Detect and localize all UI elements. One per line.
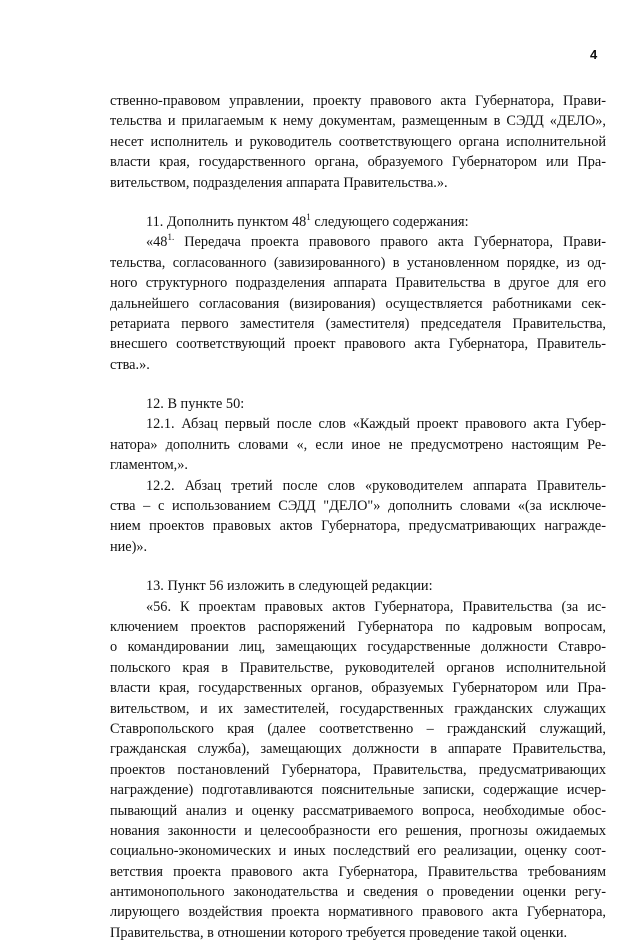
heading-rest: следующего содержания:: [310, 213, 469, 230]
text-line: гражданская служба), замещающих должности в аппарате Правительства,: [110, 741, 606, 758]
item-12: [110, 394, 606, 557]
paragraph-continuation: [110, 91, 606, 193]
text-line: о командировании лиц, замещающих государственные должности Ставро-: [110, 639, 606, 656]
text-line: дальнейшего согласования (визирования) осуществляется работниками сек-: [110, 295, 606, 312]
text-line: ного структурного подразделения аппарата Правительства в другое для его: [110, 275, 606, 292]
item-13: [110, 576, 606, 943]
text-line: тельства, согласованного (завизированного) в установленном порядке, из од-: [110, 254, 606, 271]
text-line: власти края, государственного органа, образуемого Губернатором или Пра-: [110, 154, 606, 171]
item-12-heading: 12. В пункте 50:: [146, 396, 245, 413]
text-line: награждение) подготавливаются пояснительные записки, содержащие исчер-: [110, 782, 606, 799]
text-line: внесшего соответствующий проект правового акта Губернатора, Правитель-: [110, 336, 606, 353]
text-line: ретариата первого заместителя (заместителя) председателя Правительства,: [110, 315, 606, 332]
quoted-paragraph-start: [110, 232, 606, 252]
text-line: ственно-правовом управлении, проекту правового акта Губернатора, Прави-: [110, 93, 606, 109]
text-line: ства.».: [110, 356, 150, 373]
document-body: [110, 91, 606, 943]
text-line: Ставропольского края (далее соответственно – гражданский служащий,: [110, 720, 606, 737]
text-line: 12.1. Абзац первый после слов «Каждый проект правового акта Губер-: [146, 416, 606, 433]
text-line: ветствия проекта правового акта Губернатора, Правительства требованиям: [110, 863, 606, 880]
quote-text: Передача проекта правового правого акта Губернатора, Прави-: [174, 234, 606, 251]
text-line: гламентом,».: [110, 457, 188, 474]
text-line: антимонопольного законодательства и сведения о проведении оценки регу-: [110, 884, 606, 901]
text-line: лирующего воздействия проекта нормативного правового акта Губернатора,: [110, 904, 606, 921]
text-line: социально-экономических и иных последствий его реализации, оценку соот-: [110, 843, 606, 860]
quote-number: «48: [146, 234, 168, 251]
text-line: нования законности и целесообразности его решения, прогнозы ожидаемых: [110, 822, 606, 839]
text-line: вительством, и их заместителей, государственных гражданских служащих: [110, 700, 606, 717]
text-line: ние)».: [110, 538, 148, 555]
text-line: вительством, подразделения аппарата Правительства.».: [110, 174, 448, 191]
item-11: [110, 212, 606, 375]
text-line: ключением проектов распоряжений Губернатора по кадровым вопросам,: [110, 618, 606, 635]
text-line: польского края в Правительстве, руководителей органов исполнительной: [110, 659, 606, 676]
text-line: власти края, государственных органов, образуемых Губернатором или Пра-: [110, 680, 606, 697]
text-line: нием проектов правовых актов Губернатора, предусматривающих награжде-: [110, 518, 606, 535]
text-line: тельства и прилагаемым к нему документам, размещенным в СЭДД «ДЕЛО»,: [110, 113, 606, 130]
item-11-heading: [110, 212, 606, 232]
text-line: ства – с использованием СЭДД "ДЕЛО"» дополнить словами «(за исключе-: [110, 498, 606, 515]
text-line: Правительства, в отношении которого требуется проведение такой оценки.: [110, 924, 568, 941]
text-line: 12.2. Абзац третий после слов «руководителем аппарата Правитель-: [146, 477, 606, 494]
heading-text: 11. Дополнить пунктом 48: [146, 213, 307, 230]
superscript: 1: [306, 211, 311, 222]
page-number: 4: [590, 47, 598, 62]
text-line: несет исполнитель и руководитель соответствующего органа исполнительной: [110, 133, 606, 150]
text-line: «56. К проектам правовых актов Губернатора, Правительства (за ис-: [146, 598, 606, 615]
text-line: пывающий анализ и оценку рассматриваемого вопроса, необходимые обос-: [110, 802, 606, 819]
text-line: проектов постановлений Губернатора, Правительства, предусматривающих: [110, 761, 606, 778]
superscript: 1.: [167, 232, 175, 243]
item-13-heading: 13. Пункт 56 изложить в следующей редакции:: [146, 578, 433, 595]
text-line: натора» дополнить словами «, если иное не предусмотрено настоящим Ре-: [110, 436, 606, 453]
